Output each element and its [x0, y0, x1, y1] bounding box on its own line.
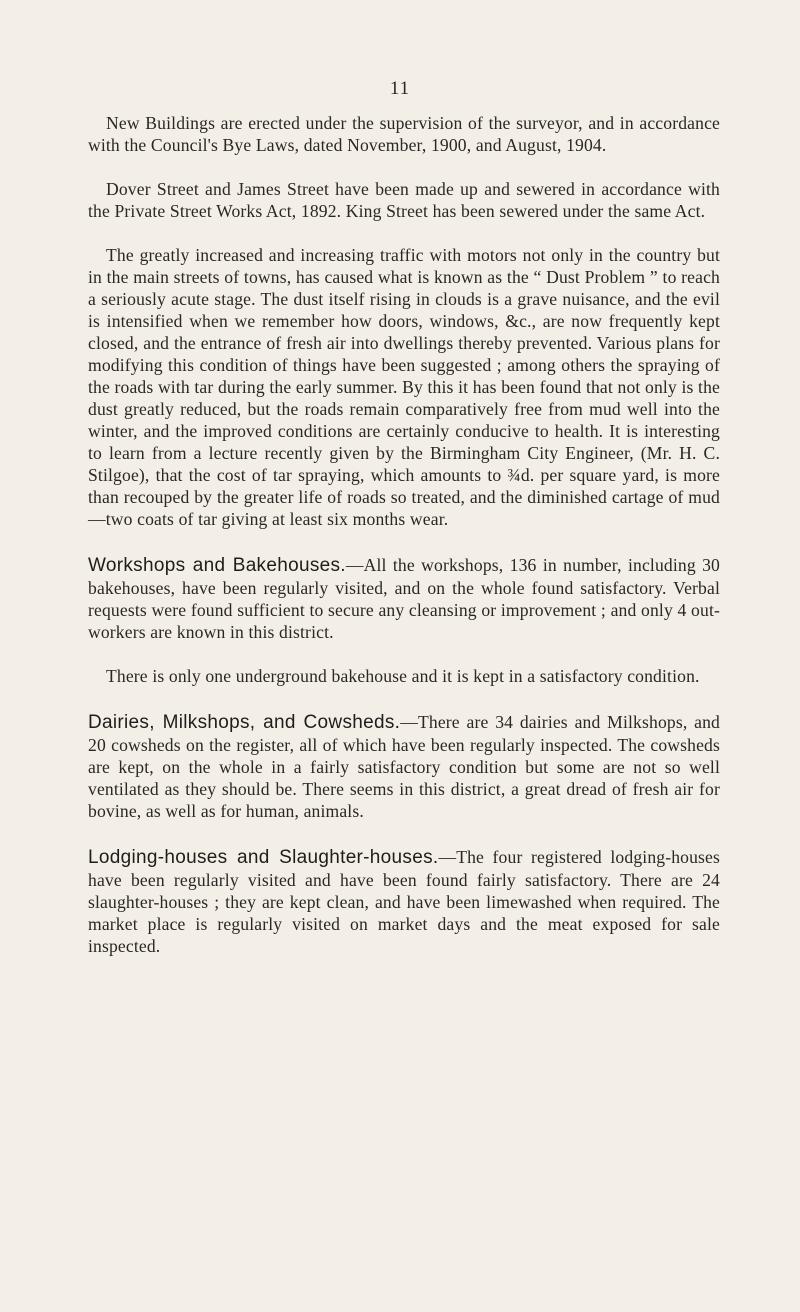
page-body — [88, 112, 720, 957]
section-heading: Dairies, Milkshops, and Cowsheds. — [88, 712, 401, 733]
section-heading: Workshops and Bakehouses. — [88, 555, 346, 576]
paragraph-text: —All the workshops, 136 in number, including 30 bakehouses, have been regularly visited, and on the whole found satisfactory. Verbal requests were found sufficient to secure any cleansing or improvement ; and only 4 out-workers are known in this district. — [88, 555, 720, 642]
paragraph-text: —The four registered lodging-houses have been regularly visited and have been found fairly satisfactory. There are 24 slaughter-houses ; they are kept clean, and have been limewashed when required. The market place is regularly visited on market days and the meat exposed for sale inspected. — [88, 847, 721, 956]
paragraph-text: There is only one underground bakehouse and it is kept in a satisfactory condition. — [106, 666, 700, 686]
paragraph-street-works — [88, 178, 720, 222]
paragraph-text: Dover Street and James Street have been made up and sewered in accordance with the Private Street Works Act, 1892. King Street has been sewered under the same Act. — [88, 179, 720, 221]
paragraph-text: —There are 34 dairies and Milkshops, and 20 cowsheds on the register, all of which have been regularly inspected. The cowsheds are kept, on the whole in a fairly satisfactory condition but some are not so well ventilated as they should be. There seems in this district, a great dread of fresh air for bovine, as well as for human, animals. — [88, 712, 721, 821]
section-workshops-bakehouses — [88, 554, 720, 643]
section-heading: Lodging-houses and Slaughter-houses. — [88, 847, 439, 868]
paragraph-text: The greatly increased and increasing traffic with motors not only in the country but in the main streets of towns, has caused what is known as the “ Dust Problem ” to reach a seriously acute stage. The dust itself rising in clouds is a grave nuisance, and the evil is intensified when we remember how doors, windows, &c., are now frequently kept closed, and the entrance of fresh air into dwellings thereby prevented. Various plans for modifying this condition of things have been suggested ; among others the spraying of the roads with tar during the early summer. By this it has been found that not only is the dust greatly reduced, but the roads remain comparatively free from mud well into the winter, and the improved conditions are certainly conducive to health. It is interesting to learn from a lecture recently given by the Birmingham City Engineer, (Mr. H. C. Stilgoe), that the cost of tar spraying, which amounts to ¾d. per square yard, is more than recouped by the greater life of roads so treated, and the diminished cartage of mud —two coats of tar giving at least six months wear. — [88, 245, 720, 529]
section-lodging-slaughter-houses — [88, 846, 720, 957]
page-number: 11 — [389, 78, 411, 99]
paragraph-new-buildings — [88, 112, 720, 156]
paragraph-underground-bakehouse — [88, 665, 720, 687]
section-dairies-milkshops-cowsheds — [88, 711, 720, 822]
paragraph-text: New Buildings are erected under the supervision of the surveyor, and in accordance with the Council's Bye Laws, dated November, 1900, and August, 1904. — [88, 113, 720, 155]
paragraph-dust-problem — [88, 244, 720, 530]
